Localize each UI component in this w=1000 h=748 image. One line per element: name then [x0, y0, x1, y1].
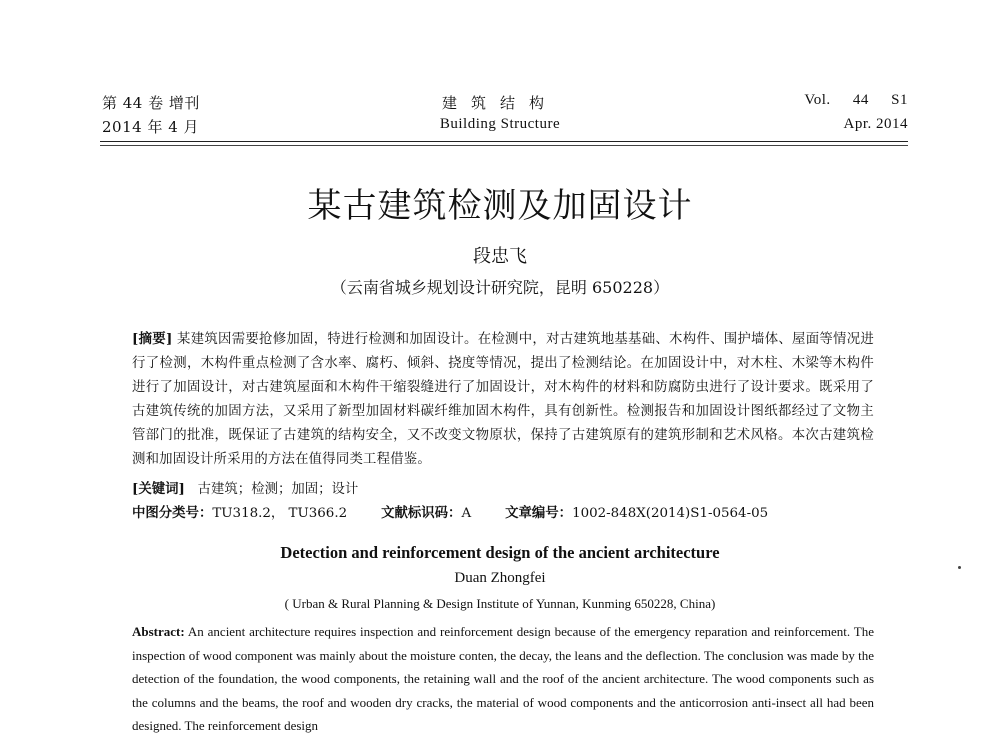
- volume-number: Vol. 44 S1: [804, 92, 908, 108]
- abstract-text-en: An ancient architecture requires inspection and reinforcement design because of the emergency reparation and reinforcement. The inspection of wood component was mainly about the moisture conten, the decay, the leans and the deflection. The conclusion was made by the detection of the foundation, the wood components, the retaining wall and the roof of the ancient architecture. The wood components such as the columns and the beams, the roof and wooden dry cracks, the material of wood components and the anticorrosion anti-insect all had been designed. The reinforcement design: [132, 624, 874, 733]
- journal-issue: 第 44 卷 增刊: [102, 94, 200, 112]
- paper-title-en: Detection and reinforcement design of the ancient architecture: [280, 543, 720, 562]
- header-rule-thin: [100, 145, 908, 146]
- journal-name-cn: 建筑结构: [441, 94, 558, 112]
- author-name-en: Duan Zhongfei: [454, 570, 546, 586]
- doc-code-value: A: [461, 506, 472, 521]
- abstract-label-cn: [摘要]: [132, 331, 173, 347]
- abstract-label-en: Abstract:: [132, 624, 185, 639]
- classification-line: [132, 502, 768, 521]
- paper-title-cn: 某古建筑检测及加固设计: [307, 186, 693, 226]
- scan-speck: [958, 566, 961, 569]
- keywords-label-cn: [关键词]: [132, 481, 185, 497]
- affiliation-cn: （云南省城乡规划设计研究院，昆明 650228）: [330, 278, 670, 297]
- clc-label: 中图分类号：: [132, 505, 213, 521]
- header-rule-thick: [100, 141, 908, 142]
- abstract-cn: [132, 327, 874, 472]
- clc-value: TU318.2， TU366.2: [212, 506, 348, 521]
- doc-code-label: 文献标识码：: [381, 505, 462, 521]
- article-no-value: 1002-848X(2014)S1-0564-05: [572, 506, 769, 521]
- keywords-text-cn: 古建筑；检测；加固；设计: [197, 482, 359, 497]
- article-no-label: 文章编号：: [505, 505, 573, 521]
- abstract-text-cn: 某建筑因需要抢修加固，特进行检测和加固设计。在检测中，对古建筑地基基础、木构件、围护墙体、屋面等情况进行了检测，木构件重点检测了含水率、腐朽、倾斜、挠度等情况，提出了检测结论。在加固设计中，对木柱、木梁等木构件进行了加固设计，对古建筑屋面和木构件干缩裂缝进行了加固设计，对木构件的材料和防腐防虫进行了设计要求。既采用了古建筑传统的加固方法，又采用了新型加固材料碳纤维加固木构件，具有创新性。检测报告和加固设计图纸都经过了文物主管部门的批准，既保证了古建筑的结构安全，又不改变文物原状，保持了古建筑原有的建筑形制和艺术风格。本次古建筑检测和加固设计所采用的方法在值得同类工程借鉴。: [132, 332, 874, 467]
- issue-date-en: Apr. 2014: [843, 116, 908, 132]
- author-name-cn: 段忠飞: [473, 246, 527, 267]
- issue-date-cn: 2014 年 4 月: [102, 118, 200, 136]
- affiliation-en: ( Urban & Rural Planning & Design Institute of Yunnan, Kunming 650228, China): [284, 596, 716, 611]
- abstract-en: [132, 620, 874, 738]
- keywords-cn: [132, 478, 358, 497]
- journal-name-en: Building Structure: [439, 116, 561, 132]
